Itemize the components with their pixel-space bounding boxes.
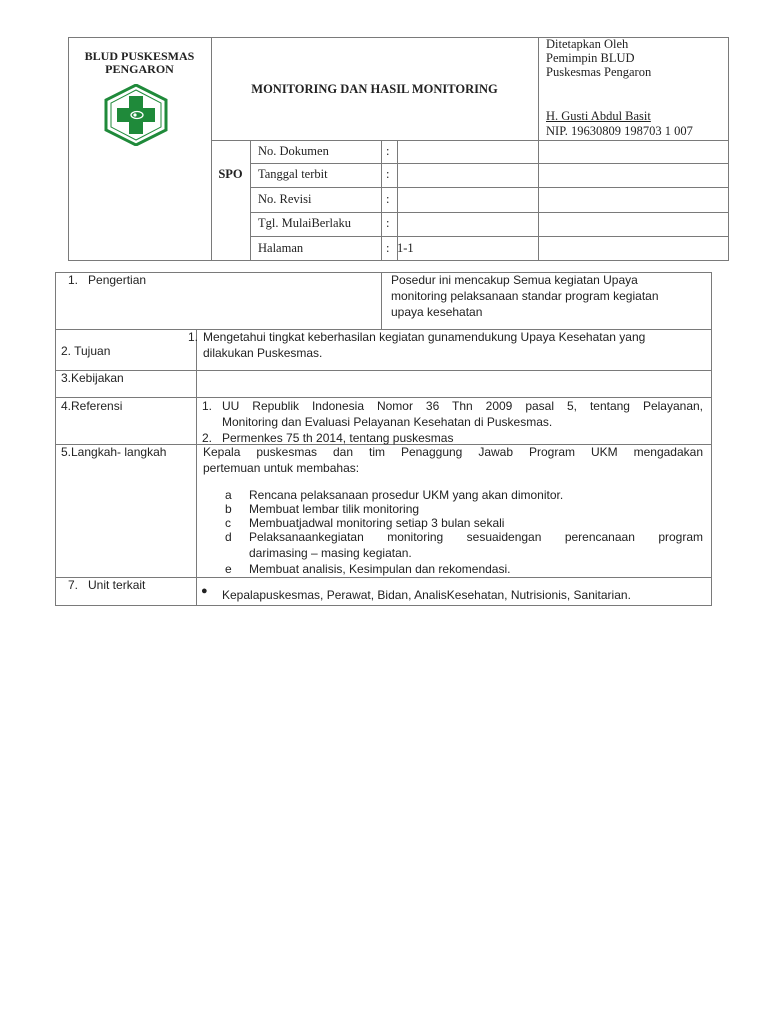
langkah-item-text: Rencana pelaksanaan prosedur UKM yang akan dimonitor. xyxy=(249,488,564,502)
langkah-item-text: Membuat lembar tilik monitoring xyxy=(249,502,420,516)
tujuan-number: 1. xyxy=(188,330,199,344)
tujuan-line1: Mengetahui tingkat keberhasilan kegiatan gunamendukung Upaya Kesehatan yang xyxy=(203,330,646,344)
field-label-no-revisi: No. Revisi xyxy=(258,192,312,206)
approver-nip: NIP. 19630809 198703 1 007 xyxy=(546,124,693,138)
langkah-item-text: Pelaksanaankegiatan monitoring sesuaidengan perencanaan program xyxy=(249,530,703,544)
section-label-langkah: 5.Langkah- langkah xyxy=(61,445,167,459)
referensi-item2-line1: Permenkes 75 th 2014, tentang puskesmas xyxy=(222,431,454,445)
langkah-item-text-cont: darimasing – masing kegiatan. xyxy=(249,546,412,560)
langkah-item-text: Membuatjadwal monitoring setiap 3 bulan sekali xyxy=(249,516,505,530)
spo-label: SPO xyxy=(218,167,243,181)
document-title: MONITORING DAN HASIL MONITORING xyxy=(251,82,498,96)
field-sep: : xyxy=(386,144,390,158)
referensi-item2-number: 2. xyxy=(202,431,213,445)
referensi-item1-number: 1. xyxy=(202,399,213,413)
org-name-line1: BLUD PUSKESMAS xyxy=(84,49,195,63)
pengertian-line2: monitoring pelaksanaan standar program kegiatan xyxy=(391,289,659,303)
pengertian-line3: upaya kesehatan xyxy=(391,305,483,319)
field-label-tanggal-terbit: Tanggal terbit xyxy=(258,167,328,181)
section-label-referensi: 4.Referensi xyxy=(61,399,123,413)
langkah-item-letter: d xyxy=(225,530,232,544)
langkah-item-text: Membuat analisis, Kesimpulan dan rekomendasi. xyxy=(249,562,511,576)
pengertian-line1: Posedur ini mencakup Semua kegiatan Upaya xyxy=(391,273,638,287)
tujuan-line2: dilakukan Puskesmas. xyxy=(203,346,323,360)
approval-line3: Puskesmas Pengaron xyxy=(546,65,652,79)
bullet-icon: ● xyxy=(201,585,208,597)
langkah-item-letter: c xyxy=(225,516,231,530)
langkah-intro-line1: Kepala puskesmas dan tim Penaggung Jawab Program UKM mengadakan xyxy=(203,445,703,459)
field-value-halaman: 1-1 xyxy=(397,241,414,255)
field-sep: : xyxy=(386,167,390,181)
referensi-item1-line1: UU Republik Indonesia Nomor 36 Thn 2009 pasal 5, tentang Pelayanan, xyxy=(222,399,703,413)
section-label-tujuan: 2. Tujuan xyxy=(61,344,111,358)
approver-name: H. Gusti Abdul Basit xyxy=(546,109,651,123)
referensi-item1-line2: Monitoring dan Evaluasi Pelayanan Kesehatan di Puskesmas. xyxy=(222,415,553,429)
field-label-halaman: Halaman xyxy=(258,241,304,255)
section-label-kebijakan: 3.Kebijakan xyxy=(61,371,124,385)
approval-line2: Pemimpin BLUD xyxy=(546,51,635,65)
section-label-pengertian: 1. Pengertian xyxy=(68,273,147,287)
langkah-intro-line2: pertemuan untuk membahas: xyxy=(203,461,360,475)
field-sep: : xyxy=(386,192,390,206)
field-label-no-dokumen: No. Dokumen xyxy=(258,144,329,158)
field-label-tgl-mulai-berlaku: Tgl. MulaiBerlaku xyxy=(258,216,352,230)
langkah-item-letter: a xyxy=(225,488,232,502)
approval-line1: Ditetapkan Oleh xyxy=(546,37,629,51)
langkah-item-letter: e xyxy=(225,562,232,576)
field-sep: : xyxy=(386,241,390,255)
unit-terkait-text: Kepalapuskesmas, Perawat, Bidan, AnalisKesehatan, Nutrisionis, Sanitarian. xyxy=(222,588,631,602)
langkah-item-letter: b xyxy=(225,502,232,516)
puskesmas-logo xyxy=(104,84,168,146)
org-name-line2: PENGARON xyxy=(105,62,174,76)
section-label-unit-terkait: 7. Unit terkait xyxy=(68,578,146,592)
field-sep: : xyxy=(386,216,390,230)
